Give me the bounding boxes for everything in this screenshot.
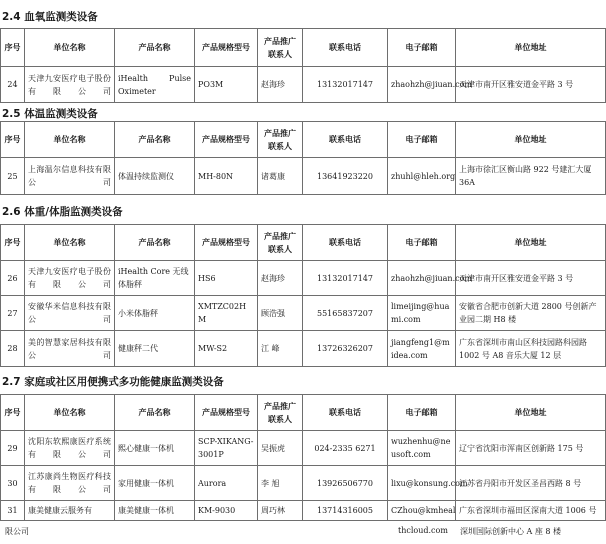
- header-model: 产品规格型号: [195, 225, 258, 261]
- header-phone: 联系电话: [303, 395, 388, 431]
- cell-company: 安徽华米信息科技有限公司: [25, 296, 115, 331]
- table-blood-oxygen: [0, 28, 606, 103]
- cell-company: 江苏康尚生物医疗科技有限公司: [25, 466, 115, 501]
- header-no: 序号: [1, 225, 25, 261]
- header-email: 电子邮箱: [388, 29, 456, 67]
- section-title: 2.6 体重/体脂监测类设备: [2, 206, 123, 218]
- cell-model: Aurora: [195, 466, 258, 501]
- cell-no: 25: [1, 158, 25, 195]
- cell-no: 27: [1, 296, 25, 331]
- header-model: 产品规格型号: [195, 395, 258, 431]
- cell-phone: 024-2335 6271: [303, 431, 388, 466]
- cell-phone: 13926506770: [303, 466, 388, 501]
- header-contact: 产品推广联系人: [258, 225, 303, 261]
- header-address: 单位地址: [456, 29, 606, 67]
- cell-email: CZhou@kmheal: [388, 501, 456, 521]
- header-address: 单位地址: [456, 225, 606, 261]
- cell-model: MW-S2: [195, 331, 258, 367]
- continued-email: thcloud.com: [398, 526, 448, 535]
- cell-no: 28: [1, 331, 25, 367]
- page-continuation-strip: [0, 520, 605, 544]
- header-model: 产品规格型号: [195, 29, 258, 67]
- cell-email: wuzhenhu@neusoft.com: [388, 431, 456, 466]
- cell-product: iHealth Pulse Oximeter: [115, 67, 195, 103]
- cell-email: limeijing@huami.com: [388, 296, 456, 331]
- cell-model: SCP-XIKANG-3001P: [195, 431, 258, 466]
- cell-product: 家用健康一体机: [115, 466, 195, 501]
- cell-product: iHealth Core 无线体脂秤: [115, 261, 195, 296]
- cell-company: 康美健康云服务有: [25, 501, 115, 521]
- cell-no: 31: [1, 501, 25, 521]
- cell-address: 广东省深圳市福田区深南大道 1006 号: [456, 501, 606, 521]
- header-product: 产品名称: [115, 122, 195, 158]
- header-address: 单位地址: [456, 122, 606, 158]
- header-model: 产品规格型号: [195, 122, 258, 158]
- header-contact: 产品推广联系人: [258, 122, 303, 158]
- header-company: 单位名称: [25, 122, 115, 158]
- table-row: [1, 431, 606, 466]
- cell-phone: 13132017147: [303, 67, 388, 103]
- header-no: 序号: [1, 122, 25, 158]
- cell-phone: 13132017147: [303, 261, 388, 296]
- cell-no: 29: [1, 431, 25, 466]
- cell-model: XMTZC02HM: [195, 296, 258, 331]
- table-row: [1, 158, 606, 195]
- cell-phone: 55165837207: [303, 296, 388, 331]
- cell-address: 上海市徐汇区衡山路 922 号建汇大厦 36A: [456, 158, 606, 195]
- header-no: 序号: [1, 29, 25, 67]
- header-product: 产品名称: [115, 225, 195, 261]
- cell-company: 天津九安医疗电子股份有限公司: [25, 67, 115, 103]
- header-company: 单位名称: [25, 29, 115, 67]
- header-phone: 联系电话: [303, 29, 388, 67]
- cell-phone: 13641923220: [303, 158, 388, 195]
- cell-contact: 诸葛康: [258, 158, 303, 195]
- cell-phone: 13714316005: [303, 501, 388, 521]
- cell-phone: 13726326207: [303, 331, 388, 367]
- cell-no: 24: [1, 67, 25, 103]
- table-row: [1, 296, 606, 331]
- header-product: 产品名称: [115, 395, 195, 431]
- header-product: 产品名称: [115, 29, 195, 67]
- section-title: 2.7 家庭或社区用便携式多功能健康监测类设备: [2, 376, 224, 388]
- cell-company: 美的智慧家居科技有限公司: [25, 331, 115, 367]
- cell-product: 健康秤二代: [115, 331, 195, 367]
- continued-company: 限公司: [5, 527, 29, 536]
- cell-no: 30: [1, 466, 25, 501]
- cell-model: PO3M: [195, 67, 258, 103]
- continued-address: 深圳国际创新中心 A 座 8 楼: [460, 527, 562, 536]
- cell-product: 康美健康一体机: [115, 501, 195, 521]
- cell-contact: 赵海珍: [258, 67, 303, 103]
- cell-email: lixu@konsung.com: [388, 466, 456, 501]
- cell-company: 天津九安医疗电子股份有限公司: [25, 261, 115, 296]
- header-no: 序号: [1, 395, 25, 431]
- cell-address: 天津市南开区雅安道金平路 3 号: [456, 67, 606, 103]
- cell-contact: 顾浩强: [258, 296, 303, 331]
- cell-product: 小米体脂秤: [115, 296, 195, 331]
- cell-address: 广东省深圳市南山区科技园路科园路 1002 号 A8 音乐大厦 12 层: [456, 331, 606, 367]
- cell-address: 安徽省合肥市创新大道 2800 号创新产业园二期 H8 楼: [456, 296, 606, 331]
- cell-email: jiangfeng1@midea.com: [388, 331, 456, 367]
- section-title: 2.5 体温监测类设备: [2, 108, 98, 120]
- cell-email: zhaohzh@jiuan.com: [388, 67, 456, 103]
- cell-contact: 周巧林: [258, 501, 303, 521]
- cell-product: 熙心健康一体机: [115, 431, 195, 466]
- cell-contact: 赵海珍: [258, 261, 303, 296]
- cell-product: 体温持续监测仪: [115, 158, 195, 195]
- header-email: 电子邮箱: [388, 122, 456, 158]
- header-contact: 产品推广联系人: [258, 395, 303, 431]
- cell-company: 沈阳东软熙康医疗系统有限公司: [25, 431, 115, 466]
- cell-contact: 江 峰: [258, 331, 303, 367]
- table-row: [1, 331, 606, 367]
- cell-model: MH-80N: [195, 158, 258, 195]
- cell-email: zhuhl@hleh.org: [388, 158, 456, 195]
- cell-address: 江苏省丹阳市开发区圣昌西路 8 号: [456, 466, 606, 501]
- header-company: 单位名称: [25, 225, 115, 261]
- table-weight-fat: [0, 224, 606, 367]
- table-row: [1, 466, 606, 501]
- table-multifunction: [0, 394, 606, 521]
- cell-contact: 李 旭: [258, 466, 303, 501]
- cell-email: zhaohzh@jiuan.com: [388, 261, 456, 296]
- header-email: 电子邮箱: [388, 225, 456, 261]
- table-row: [1, 501, 606, 521]
- header-phone: 联系电话: [303, 122, 388, 158]
- cell-company: 上海温尔信息科技有限公司: [25, 158, 115, 195]
- cell-model: KM-9030: [195, 501, 258, 521]
- cell-no: 26: [1, 261, 25, 296]
- table-row: [1, 261, 606, 296]
- section-title: 2.4 血氧监测类设备: [2, 11, 98, 23]
- cell-model: HS6: [195, 261, 258, 296]
- cell-contact: 吴振虎: [258, 431, 303, 466]
- header-company: 单位名称: [25, 395, 115, 431]
- table-temperature: [0, 121, 606, 195]
- cell-address: 辽宁省沈阳市浑南区创新路 175 号: [456, 431, 606, 466]
- table-row: [1, 67, 606, 103]
- header-phone: 联系电话: [303, 225, 388, 261]
- header-address: 单位地址: [456, 395, 606, 431]
- header-email: 电子邮箱: [388, 395, 456, 431]
- cell-address: 天津市南开区雅安道金平路 3 号: [456, 261, 606, 296]
- header-contact: 产品推广联系人: [258, 29, 303, 67]
